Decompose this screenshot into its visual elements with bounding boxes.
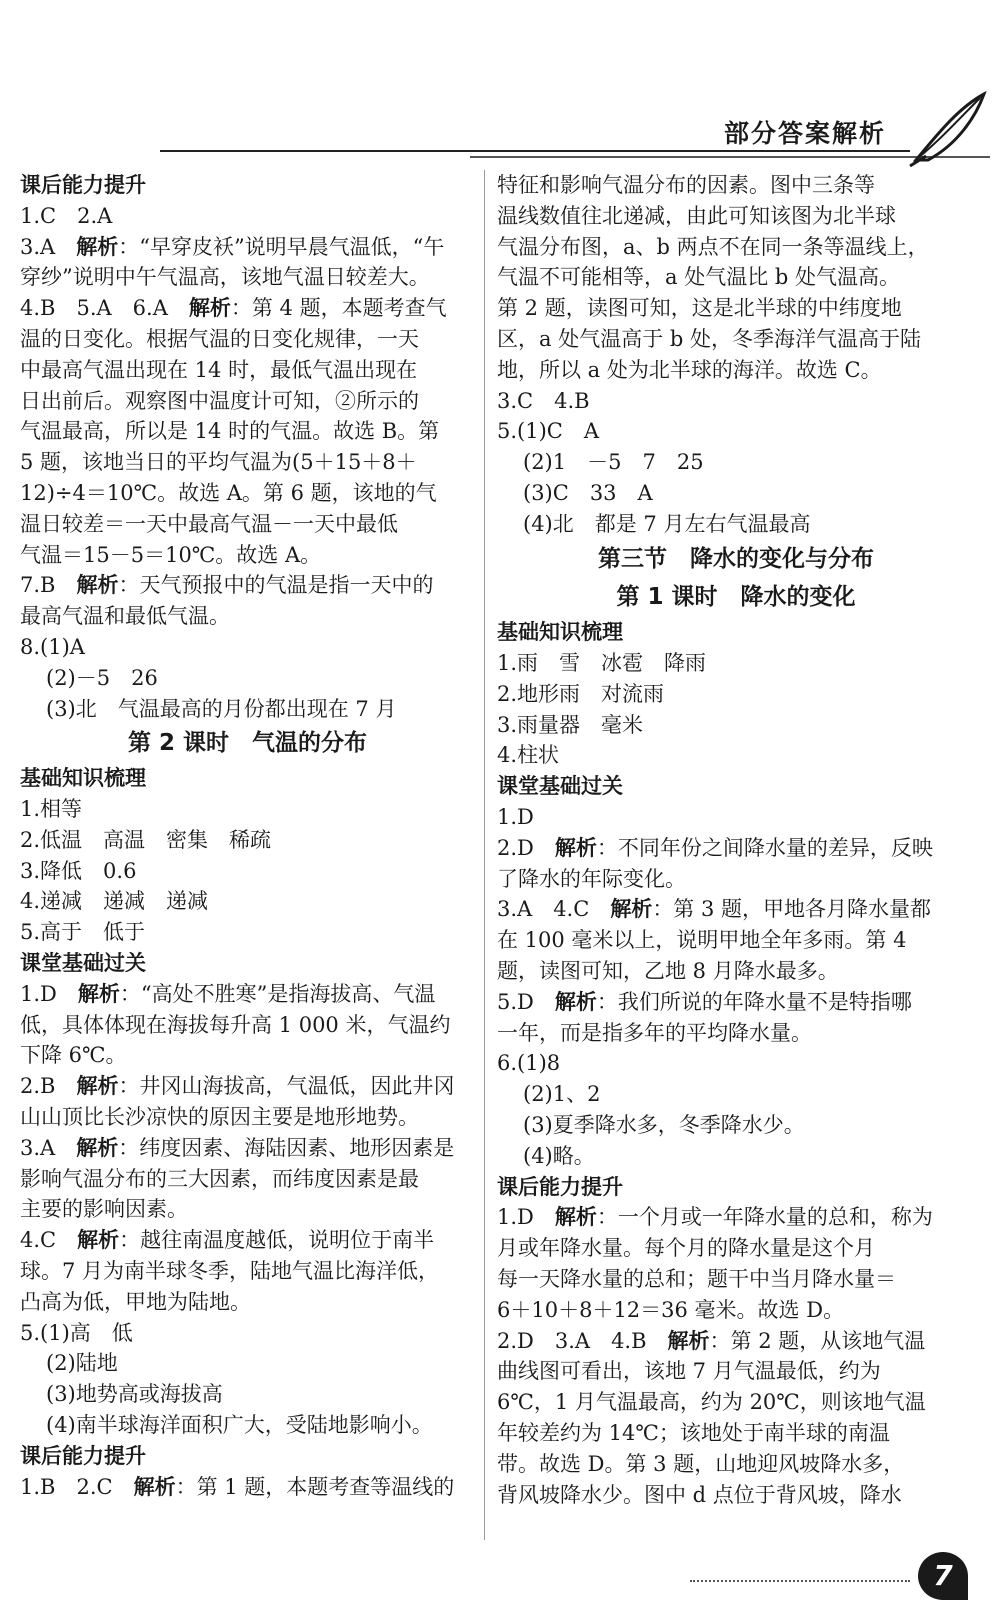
answer-line [497,925,906,955]
answer-text: ：“早穿皮袄”说明早晨气温低，“午 [118,234,445,259]
answer-text: (4)略。 [523,1143,595,1168]
answer-text: 影响气温分布的三大因素，而纬度因素是最 [20,1166,419,1191]
answer-text: 穿纱”说明中午气温高，该地气温日较差大。 [20,265,430,290]
answer-text: 下降 6℃。 [20,1043,127,1068]
answer-line [20,509,398,539]
answer-line [497,1480,902,1510]
page-footer [0,1540,996,1600]
answer-line [20,1472,454,1502]
answer-line [20,1071,454,1101]
answer-text: 带。故选 D。第 3 题，山地迎风坡降水多， [497,1451,905,1476]
answer-number: 1.D [20,981,78,1006]
answer-line [20,293,447,323]
answer-text: 中最高气温出现在 14 时，最低气温出现在 [20,357,418,382]
answer-line [20,1318,133,1348]
answer-text: 主要的影响因素。 [20,1197,188,1222]
answer-text: 曲线图可看出，该地 7 月气温最低，约为 [497,1359,881,1384]
answer-line [497,232,929,262]
answer-line [497,1449,904,1479]
answer-line [497,1048,560,1078]
answer-text: 了降水的年际变化。 [497,866,686,891]
answer-text: (3)地势高或海拔高 [46,1382,223,1407]
section-heading: 课后能力提升 [20,1443,146,1468]
analysis-label: 解析 [76,234,119,259]
answer-number: 5.D [497,989,555,1014]
answer-text: 在 100 毫米以上，说明甲地全年多雨。第 4 [497,928,907,953]
answer-text: 1.雨 雪 冰雹 降雨 [497,651,707,675]
answer-line [497,956,839,986]
answer-text: 2.低温 高温 密集 稀疏 [20,827,272,852]
answer-line [497,355,882,385]
page-number: 7 [918,1552,968,1600]
answer-line [497,864,686,894]
answer-line [20,632,85,662]
column-divider [484,170,485,1540]
answer-text: ：“高处不胜寒”是指海拔高、气温 [119,981,436,1006]
answer-line [497,1418,890,1448]
answer-number: 1.B 2.C [20,1474,134,1499]
answer-line [497,1018,812,1048]
answer-line [20,262,430,292]
analysis-label: 解析 [667,1328,710,1353]
analysis-label: 解析 [554,835,597,860]
answer-line [20,324,419,354]
answer-number: 2.D 3.A 4.B [497,1328,668,1353]
answer-line [20,979,435,1009]
answer-line [497,416,599,446]
answer-line [20,1010,450,1040]
answer-text: 地，所以 a 处为北半球的海洋。故选 C。 [497,357,882,382]
answer-line [497,1295,844,1325]
answer-line [497,1326,925,1356]
answer-line [20,1256,439,1286]
answer-line [497,833,933,863]
answer-text: 区，a 处气温高于 b 处，冬季海洋气温高于陆 [497,327,921,351]
answer-line [20,1164,419,1194]
answer-line [497,324,921,354]
answer-text: 3.降低 0.6 [20,858,137,883]
answer-subline [497,478,653,508]
answer-subline [20,1379,223,1409]
answer-text: ：纬度因素、海陆因素、地形因素是 [118,1135,455,1160]
answer-text: 气温不可能相等，a 处气温比 b 处气温高。 [497,265,900,290]
answer-text: (2)－5 26 [46,665,158,690]
answer-line [497,710,643,740]
answer-text: 每一天降水量的总和；题干中当月降水量＝ [497,1267,896,1291]
answer-line [20,478,437,508]
answer-text: 球。7 月为南半球冬季，陆地气温比海洋低， [20,1259,440,1283]
analysis-label: 解析 [77,1228,120,1253]
answer-text: 气温最高，所以是 14 时的气温。故选 B。第 [20,419,440,444]
answer-line [497,201,896,231]
answer-number: 1.D [497,1205,555,1230]
answer-number: 4.C [20,1228,78,1253]
answer-subline [497,509,810,539]
answer-text: 3.雨量器 毫米 [497,712,644,737]
running-header-title: 部分答案解析 [724,119,887,148]
answer-line [497,802,534,832]
answer-subline [497,1079,600,1109]
answer-line [20,355,417,385]
section-heading: 课后能力提升 [497,1174,623,1199]
analysis-label: 解析 [554,989,597,1014]
answer-subline [20,1348,118,1378]
answer-line [497,386,590,416]
analysis-label: 解析 [554,1205,597,1230]
answer-text: 5 题，该地当日的平均气温为(5＋15＋8＋ [20,450,417,475]
answer-text: 5.(1)高 低 [20,1320,133,1345]
lesson-heading: 第三节 降水的变化与分布 [598,545,874,572]
answer-number: 3.A [20,234,77,259]
answer-subline [497,447,704,477]
answer-subline [20,663,158,693]
answer-subline [20,1410,433,1440]
footer-rule [690,1580,910,1582]
answer-line [20,1225,434,1255]
answer-text: (3)夏季降水多，冬季降水少。 [523,1113,805,1137]
answer-line [497,1264,896,1294]
answer-text: (4)南半球海洋面积广大，受陆地影响小。 [46,1413,433,1437]
answer-text: ：第 4 题，本题考查气 [230,296,447,321]
answer-text: 特征和影响气温分布的因素。图中三条等 [497,173,875,197]
answer-number: 7.B [20,573,77,598]
answer-text: (2)1、2 [523,1082,601,1107]
answer-text: 山山顶比长沙凉快的原因主要是地形地势。 [20,1105,419,1129]
lesson-heading: 第 1 课时 降水的变化 [616,584,856,611]
answer-line [20,917,145,947]
answer-text: 一年，而是指多年的平均降水量。 [497,1020,812,1045]
answer-text: 背风坡降水少。图中 d 点位于背风坡，降水 [497,1482,902,1507]
answer-text: 6＋10＋8＋12＝36 毫米。故选 D。 [497,1297,845,1322]
answer-line [20,232,444,262]
answer-text: 5.(1)C A [497,419,600,444]
answer-line [497,740,559,770]
answer-number: 2.B [20,1074,77,1099]
answer-line [20,1133,454,1163]
answer-text: (4)北 都是 7 月左右气温最高 [523,511,811,536]
answer-text: 3.C 4.B [497,388,590,413]
answer-text: 6.(1)8 [497,1051,561,1076]
analysis-label: 解析 [77,981,120,1006]
answer-text: ：我们所说的年降水量不是特指哪 [596,989,912,1014]
answer-text: (3)北 气温最高的月份都出现在 7 月 [46,696,397,721]
answer-number: 4.B 5.A 6.A [20,296,189,321]
answer-text: 12)÷4＝10℃。故选 A。第 6 题，该地的气 [20,481,437,505]
answer-text: 8.(1)A [20,635,85,659]
answer-line [20,416,439,446]
answer-text: ：天气预报中的气温是指一天中的 [118,573,434,598]
answer-subline [497,1110,805,1140]
answer-text: 日出前后。观察图中温度计可知，②所示的 [20,388,419,413]
answer-text: 5.高于 低于 [20,920,146,945]
answer-line [20,1287,251,1317]
header-rule [160,150,910,152]
answer-line [20,540,321,570]
answer-number: 2.D [497,835,555,860]
answer-line [20,794,82,824]
answer-text: ：井冈山海拔高，气温低，因此井冈 [118,1074,455,1099]
answer-text: 6℃，1 月气温最高，约为 20℃，则该地气温 [497,1390,926,1415]
answer-line [20,1194,188,1224]
answer-text: 凸高为低，甲地为陆地。 [20,1289,251,1314]
answer-line [20,601,230,631]
answer-text: ：第 1 题，本题考查等温线的 [175,1474,455,1499]
answer-text: ：第 3 题，甲地各月降水量都 [652,897,932,922]
answer-number: 3.A [20,1135,77,1160]
quill-icon [906,86,992,172]
answer-text: 1.D [497,805,534,829]
answer-line [497,648,706,678]
analysis-label: 解析 [610,897,653,922]
answer-subline [20,694,396,724]
answer-text: 2.地形雨 对流雨 [497,681,665,706]
answer-text: 最高气温和最低气温。 [20,604,230,629]
answer-line [20,1040,127,1070]
answer-text: ：越往南温度越低，说明位于南半 [119,1228,435,1253]
answer-line [497,987,912,1017]
analysis-label: 解析 [76,1074,119,1099]
answer-subline [497,1141,595,1171]
answer-line [20,886,208,916]
answer-text: 月或年降水量。每个月的降水量是这个月 [497,1236,875,1261]
answer-text: 1.相等 [20,797,83,821]
answer-text: 低，具体体现在海拔每升高 1 000 米，气温约 [20,1012,451,1037]
answer-number: 3.A 4.C [497,897,611,922]
answer-line [20,825,271,855]
answer-text: 题，读图可知，乙地 8 月降水最多。 [497,959,839,983]
answer-text: 1.C 2.A [20,203,113,228]
answer-text: 4.递减 递减 递减 [20,889,209,914]
answer-text: (3)C 33 A [523,481,653,505]
answer-line [497,679,664,709]
analysis-label: 解析 [133,1474,176,1499]
answer-text: 温日较差＝一天中最高气温－一天中最低 [20,511,398,536]
answer-line [20,201,112,231]
section-heading: 课后能力提升 [20,173,146,197]
answer-line [497,1202,933,1232]
analysis-label: 解析 [188,296,231,321]
answer-line [20,447,417,477]
answer-line [20,570,433,600]
answer-text: 温的日变化。根据气温的日变化规律，一天 [20,327,419,351]
section-heading: 基础知识梳理 [497,620,623,645]
answer-line [497,894,931,924]
analysis-label: 解析 [76,573,119,598]
answer-line [497,1387,926,1417]
section-heading: 基础知识梳理 [20,766,146,791]
answer-text: 气温＝15－5＝10℃。故选 A。 [20,542,322,567]
section-heading: 课堂基础过关 [497,774,623,799]
answer-line [20,1102,419,1132]
answer-text: 第 2 题，读图可知，这是北半球的中纬度地 [497,296,902,321]
lesson-heading: 第 2 课时 气温的分布 [127,730,368,757]
answer-line [497,262,900,292]
page-header [0,0,996,190]
answer-line [20,856,136,886]
answer-text: ：一个月或一年降水量的总和，称为 [596,1205,933,1230]
answer-line [497,1356,881,1386]
answer-line [497,1233,875,1263]
answer-text: (2)1 －5 7 25 [523,450,704,475]
answer-text: 温线数值往北递减，由此可知该图为北半球 [497,203,896,228]
section-heading: 课堂基础过关 [20,951,146,975]
answer-line [497,170,875,200]
answer-text: (2)陆地 [46,1351,118,1376]
answer-line [497,293,902,323]
answer-text: ：不同年份之间降水量的差异，反映 [596,835,933,860]
analysis-label: 解析 [76,1135,119,1160]
answer-text: 年较差约为 14℃；该地处于南半球的南温 [497,1421,890,1445]
answer-text: ：第 2 题，从该地气温 [709,1328,926,1353]
answer-text: 4.柱状 [497,743,560,768]
answer-text: 气温分布图，a、b 两点不在同一条等温线上， [497,234,929,259]
answer-line [20,386,419,416]
